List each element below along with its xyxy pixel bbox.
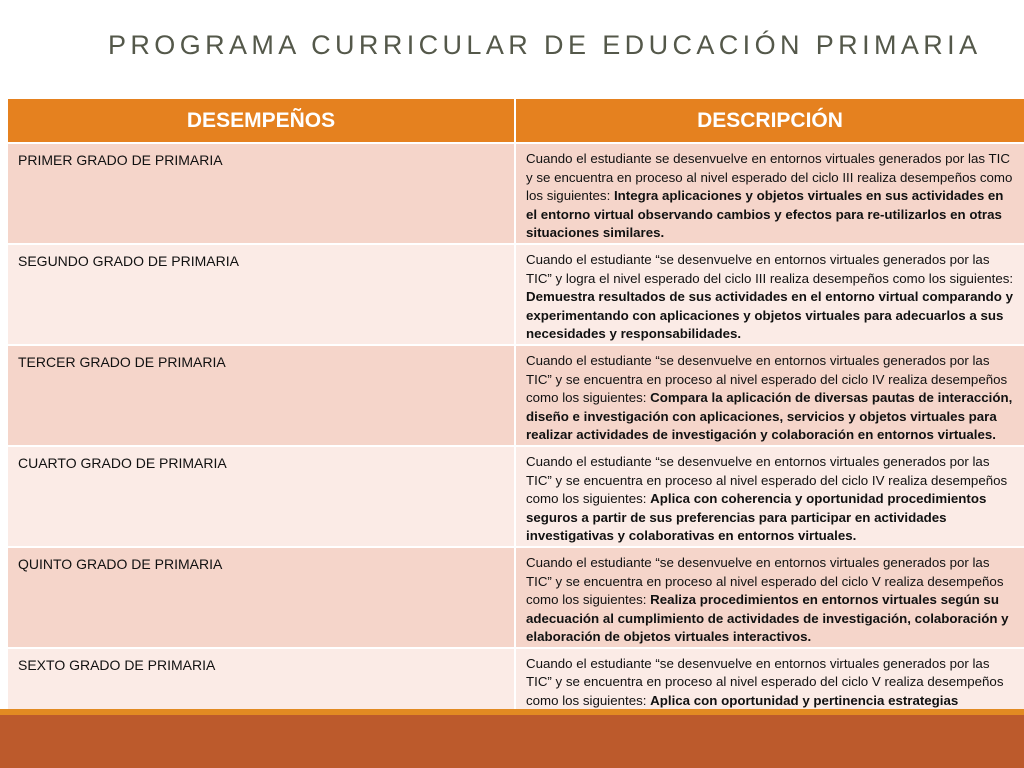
table-row	[8, 144, 1024, 245]
grade-cell: CUARTO GRADO DE PRIMARIA	[8, 447, 516, 548]
table-row	[8, 548, 1024, 649]
table-row	[8, 346, 1024, 447]
description-cell	[516, 245, 1024, 346]
performance-table	[8, 99, 1024, 768]
table-header-row	[8, 99, 1024, 144]
description-text: Cuando el estudiante “se desenvuelve en entornos virtuales generados por las TIC” y se encuentra en proceso al nivel esperado del ciclo V realiza desempeños como los siguientes:	[526, 554, 1004, 608]
description-cell	[516, 144, 1024, 245]
grade-cell: SEXTO GRADO DE PRIMARIA	[8, 649, 516, 768]
footer-band	[0, 715, 1024, 768]
description-text: Cuando el estudiante “se desenvuelve en entornos virtuales generados por las TIC” y se encuentra en proceso al nivel esperado del ciclo IV realiza desempeños como los siguientes:	[526, 453, 1008, 507]
description-highlight: Aplica con oportunidad y pertinencia estrategias	[650, 693, 959, 709]
header-descripcion: DESCRIPCIÓN	[516, 99, 1024, 144]
grade-cell: PRIMER GRADO DE PRIMARIA	[8, 144, 516, 245]
slide-title: PROGRAMA CURRICULAR DE EDUCACIÓN PRIMARIA	[108, 30, 982, 60]
header-desempenos: DESEMPEÑOS	[8, 99, 516, 144]
description-cell	[516, 548, 1024, 649]
description-highlight: Demuestra resultados de sus actividades en el entorno virtual comparando y experimentando con aplicaciones y objetos virtuales para adecuarlos a sus necesidades y responsabilidades.	[526, 289, 1013, 342]
description-text: Cuando el estudiante “se desenvuelve en entornos virtuales generados por las TIC” y se encuentra en proceso al nivel esperado del ciclo V realiza desempeños como los siguientes:	[526, 655, 1004, 709]
description-highlight: Compara la aplicación de diversas pautas de interacción, diseño e investigación con aplicaciones, servicios y objetos virtuales para realizar actividades de investigación y colaboración en entornos virtuales.	[526, 390, 1013, 443]
description-cell	[516, 346, 1024, 447]
description-text: Cuando el estudiante “se desenvuelve en entornos virtuales generados por las TIC” y se encuentra en proceso al nivel esperado del ciclo IV realiza desempeños como los siguientes:	[526, 352, 1008, 406]
grade-cell: TERCER GRADO DE PRIMARIA	[8, 346, 516, 447]
grade-cell: QUINTO GRADO DE PRIMARIA	[8, 548, 516, 649]
description-highlight: Aplica con coherencia y oportunidad procedimientos seguros a partir de sus preferencias para participar en actividades investigativas y colaborativas en entornos virtuales.	[526, 491, 987, 544]
description-highlight: Realiza procedimientos en entornos virtuales según su adecuación al cumplimiento de actividades de investigación, colaboración y elaboración de objetos virtuales interactivos.	[526, 592, 1009, 645]
description-text: Cuando el estudiante se desenvuelve en entornos virtuales generados por las TIC y se encuentra en proceso al nivel esperado del ciclo III realiza desempeños como los siguientes:	[526, 151, 1013, 204]
table-row	[8, 245, 1024, 346]
table-row	[8, 447, 1024, 548]
description-text: Cuando el estudiante “se desenvuelve en entornos virtuales generados por las TIC” y logra el nivel esperado del ciclo III realiza desempeños como los siguientes:	[526, 251, 1014, 286]
grade-cell: SEGUNDO GRADO DE PRIMARIA	[8, 245, 516, 346]
description-cell	[516, 447, 1024, 548]
description-highlight: Integra aplicaciones y objetos virtuales en sus actividades en el entorno virtual observando cambios y efectos para re-utilizarlos en otras situaciones similares.	[526, 188, 1004, 241]
